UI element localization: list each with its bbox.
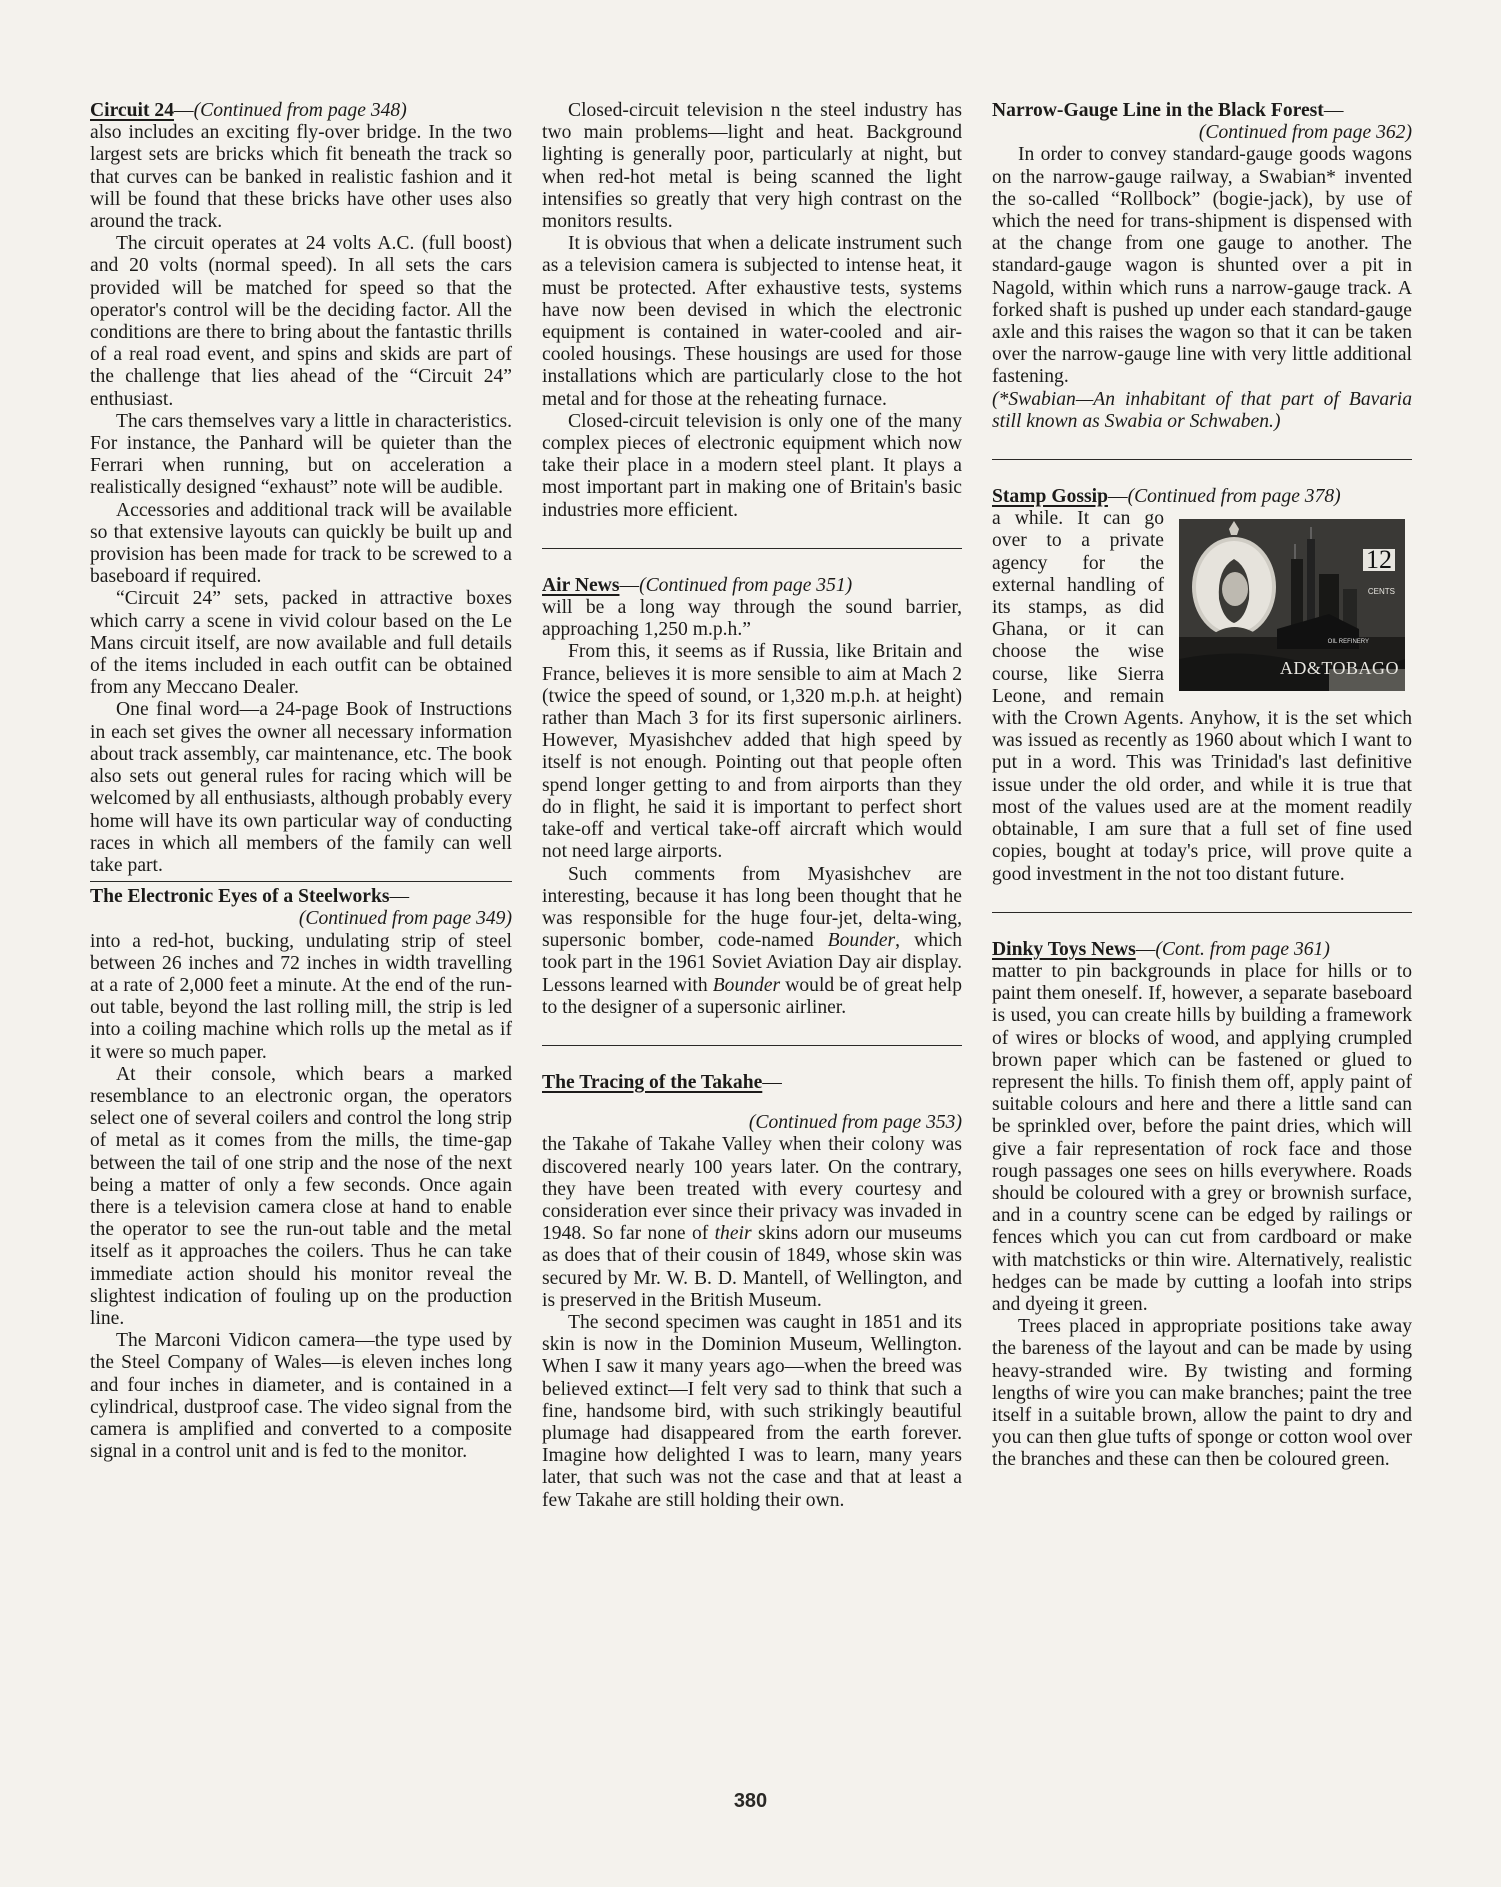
article-circuit-24 [90, 100, 512, 877]
paragraph: will be a long way through the sound barrier, approaching 1,250 m.p.h.” [542, 597, 962, 641]
paragraph: From this, it seems as if Russia, like Britain and France, believes it is more sensible to aim at Mach 2 (twice the speed of sound, or 1,320 m.p.h. at height) rather than Mach 3 for its first supersonic airliners. However, Myasishchev added that high speed by itself is not enough. Pointing out that people often spend longer getting to and from airports than they do in flight, he said it is important to perfect short take-off and vertical take-off aircraft which would not need large airports. [542, 641, 962, 863]
paragraph: into a red-hot, bucking, undulating strip of steel between 26 inches and 72 inches in width travelling at a rate of 2,000 feet a minute. At the end of the run-out table, beyond the last rolling mill, the strip is led into a coiling machine which rolls up the metal as if it were so much paper. [90, 930, 512, 1063]
article-steelworks [90, 886, 512, 1463]
paragraph: The second specimen was caught in 1851 and its skin is now in the Dominion Museum, Wellington. When I saw it many years ago—when the breed was believed extinct—I felt very sad to think that such a fine, handsome bird, with such strikingly beautiful plumage had disappeared from the earth forever. Imagine how delighted I was to learn, many years later, that such was not the case and that at least a few Takahe are still holding their own. [542, 1311, 962, 1511]
stamp-figure [1172, 512, 1412, 700]
paragraph: “Circuit 24” sets, packed in attractive boxes which carry a scene in vivid colour based on the Le Mans circuit itself, are now available and full details of the items included in each outfit can be obtained from any Meccano Dealer. [90, 588, 512, 699]
article-stamp-gossip [992, 486, 1412, 886]
trinidad-stamp-image [1172, 512, 1412, 698]
heading-dash: — [1135, 938, 1156, 960]
column-left [90, 100, 512, 1463]
stamp-country: AD&TOBAGO [1279, 658, 1399, 679]
article-title: Air News [542, 574, 620, 596]
continued-note: (Continued from page 378) [1127, 486, 1341, 508]
continued-note: (Continued from page 362) [1198, 122, 1412, 144]
paragraph: matter to pin backgrounds in place for hills or to paint them oneself. If, however, a separate baseboard is used, you can create hills by building a framework of wires or blocks of wood, and applying crumpled brown paper which can be fastened or glued to represent the hills. To finish them off, apply paint of suitable colours and here and there a little sand can be sprinkled over, before the paint dries, which will give a fair representation of rock face and those rough passages one sees on hills everywhere. Roads should be coloured with a grey or brownish surface, and in a country scene can be edged by railings or fences which you can cut from cardboard or make with matchsticks or thin wire. Alternatively, realistic hedges can be made by cutting a loofah into strips and dyeing it green. [992, 960, 1412, 1315]
article-dinky-toys [992, 939, 1412, 1472]
article-title: Stamp Gossip [992, 486, 1108, 508]
stamp-cents: CENTS [1367, 587, 1395, 597]
paragraph [542, 864, 962, 1019]
paragraph: The circuit operates at 24 volts A.C. (full boost) and 20 volts (normal speed). In all sets the cars provided will be matched for speed so that the operator's control will be the deciding factor. All the conditions are there to bring about the fantastic thrills of a real road event, and spins and skids are part of the challenge that lies ahead of the “Circuit 24” enthusiast. [90, 233, 512, 410]
article-title: The Electronic Eyes of a Steelworks [90, 886, 390, 908]
footnote: (*Swabian—An inhabitant of that part of Bavaria still known as Swabia or Schwaben.) [992, 388, 1412, 432]
paragraph: At their console, which bears a marked resemblance to an electronic organ, the operators select one of several coilers and control the long strip of metal as it comes from the mills, the time-gap between the tail of one strip and the nose of the next being a matter of only a few seconds. Once again there is a television camera close at hand to enable the operator to see the run-out table and the metal itself as it approaches the coilers. Thus he can take immediate action should his monitor reveal the slightest indication of fouling up on the production line. [90, 1063, 512, 1329]
text-run: the Takahe of Takahe Valley when their colony was discovered nearly 100 years later. On the contrary, they have been treated with every courtesy and consideration ever since their privacy was invaded in 1948. So far none of [542, 1134, 962, 1245]
divider [992, 912, 1412, 913]
heading-dash: — [1107, 486, 1128, 508]
article-heading [992, 939, 1412, 961]
heading-dash: — [174, 100, 194, 121]
divider [90, 881, 512, 882]
paragraph: a while. It can go over to a private agency for the external handling of its stamps, as did Ghana, or it can choose the wise course, like Sierra Leone, and remain with the Crown Agents. Anyhow, it is the set which was issued as recently as 1960 about which I want to put in a word. This was Trinidad's last definitive issue under the old order, and while it is true that most of the values used are at the moment readily obtainable, I am sure that a full set of fine used copies, bought at today's price, will prove quite a good investment in the not too distant future. [992, 508, 1412, 885]
paragraph: The Marconi Vidicon camera—the type used by the Steel Company of Wales—is eleven inches long and four inches in diameter, and is contained in a cylindrical, dustproof case. The video signal from the camera is amplified and converted to a composite signal in a control unit and is fed to the monitor. [90, 1330, 512, 1463]
article-heading [90, 100, 512, 122]
text-run: , which took part in the 1961 Soviet Aviation Day air display. Lessons learned with [542, 930, 962, 996]
spacer [542, 1094, 962, 1112]
text-run: Such comments from Myasishchev are interesting, because it has long been thought that he was responsible for the huge four-jet, delta-wing, supersonic bomber, code-named [542, 863, 962, 952]
divider [992, 459, 1412, 460]
paragraph: In order to convey standard-gauge goods wagons on the narrow-gauge railway, a Swabian* invented the so-called “Rollbock” (bogie-jack), by use of which the need for trans-shipment is dispensed with at the change from one gauge to another. The standard-gauge wagon is shunted over a pit in Nagold, within which runs a narrow-gauge track. A forked shaft is pushed up under each standard-gauge axle and this raises the wagon so that it can be taken over the narrow-gauge line with very little additional fastening. [992, 144, 1412, 388]
article-title: Circuit 24 [90, 100, 174, 121]
continued-note: (Continued from page 353) [748, 1112, 962, 1134]
article-title: Narrow-Gauge Line in the Black Forest [992, 100, 1324, 121]
divider [542, 548, 962, 549]
paragraph: also includes an exciting fly-over bridge. In the two largest sets are bricks which fit beneath the track so that curves can be banked in realistic fashion and it will be found that these bricks have other uses also around the track. [90, 122, 512, 233]
continued-note: (Continued from page 349) [298, 908, 512, 930]
article-title: Dinky Toys News [992, 938, 1136, 960]
article-heading [992, 100, 1412, 122]
paragraph: Accessories and additional track will be available so that extensive layouts can quickly be built up and provision has been made for track to be screwed to a baseboard if required. [90, 499, 512, 588]
paragraph: Closed-circuit television is only one of the many complex pieces of electronic equipment which now take their place in a modern steel plant. It plays a most important part in making one of Britain's basic industries more efficient. [542, 410, 962, 521]
emphasis: Bounder [712, 974, 781, 996]
emphasis: their [714, 1223, 752, 1245]
page-number: 380 [733, 1790, 768, 1812]
paragraph: The cars themselves vary a little in characteristics. For instance, the Panhard will be quieter than the Ferrari when running, but on acceleration a realistically designed “exhaust” note will be audible. [90, 410, 512, 499]
article-heading [90, 886, 512, 908]
divider [542, 1045, 962, 1046]
article-narrow-gauge [992, 100, 1412, 433]
emphasis: Bounder [827, 930, 896, 952]
paragraph: One final word—a 24-page Book of Instructions in each set gives the owner all necessary information about track assembly, car maintenance, etc. The book also sets out general rules for racing which will be welcomed by all enthusiasts, although probably every home will have its own particular way of conducting races in which all members of the family can well take part. [90, 699, 512, 876]
article-title: The Tracing of the Takahe [542, 1071, 763, 1093]
heading-dash: — [762, 1071, 782, 1093]
paragraph: It is obvious that when a delicate instrument such as a television camera is subjected to intense heat, it must be protected. After exhaustive tests, systems have now been devised in which the electronic equipment is contained in water-cooled and air-cooled housings. These housings are used for those installations which are particularly close to the hot metal and for those at the reheating furnace. [542, 233, 962, 410]
continued-note: (Cont. from page 361) [1155, 938, 1330, 960]
column-right [992, 100, 1412, 1472]
heading-dash: — [1323, 100, 1344, 121]
article-air-news [542, 575, 962, 1019]
article-steelworks-continued [542, 100, 962, 522]
continued-note: (Continued from page 351) [639, 574, 853, 596]
paragraph [542, 1134, 962, 1312]
column-middle [542, 100, 962, 1512]
article-heading [992, 486, 1412, 508]
text-run: would be of great help to the designer of a supersonic airliner. [542, 974, 962, 1018]
article-heading [542, 575, 962, 597]
heading-dash: — [389, 886, 410, 908]
stamp-value: 12 [1363, 549, 1395, 571]
text-run: skins adorn our museums as does that of their cousin of 1849, whose skin was secured by Mr. W. B. D. Mantell, of Wellington, and is preserved in the British Museum. [542, 1223, 962, 1311]
article-heading [542, 1072, 962, 1094]
paragraph: Closed-circuit television n the steel industry has two main problems—light and heat. Background lighting is generally poor, particularly at night, but when red-hot metal is being scanned the light intensifies so greatly that very high contrast on the monitors results. [542, 100, 962, 233]
heading-dash: — [619, 574, 640, 596]
paragraph: Trees placed in appropriate positions take away the bareness of the layout and can be made by using heavy-stranded wire. By twisting and forming lengths of wire you can make branches; paint the tree itself in a suitable brown, allow the paint to dry and you can then glue tufts of sponge or cotton wool over the branches and these can then be coloured green. [992, 1316, 1412, 1471]
continued-note: (Continued from page 348) [193, 100, 407, 121]
stamp-caption: OIL REFINERY [1327, 639, 1369, 646]
stamp-picture [1179, 519, 1405, 691]
article-takahe [542, 1072, 962, 1512]
